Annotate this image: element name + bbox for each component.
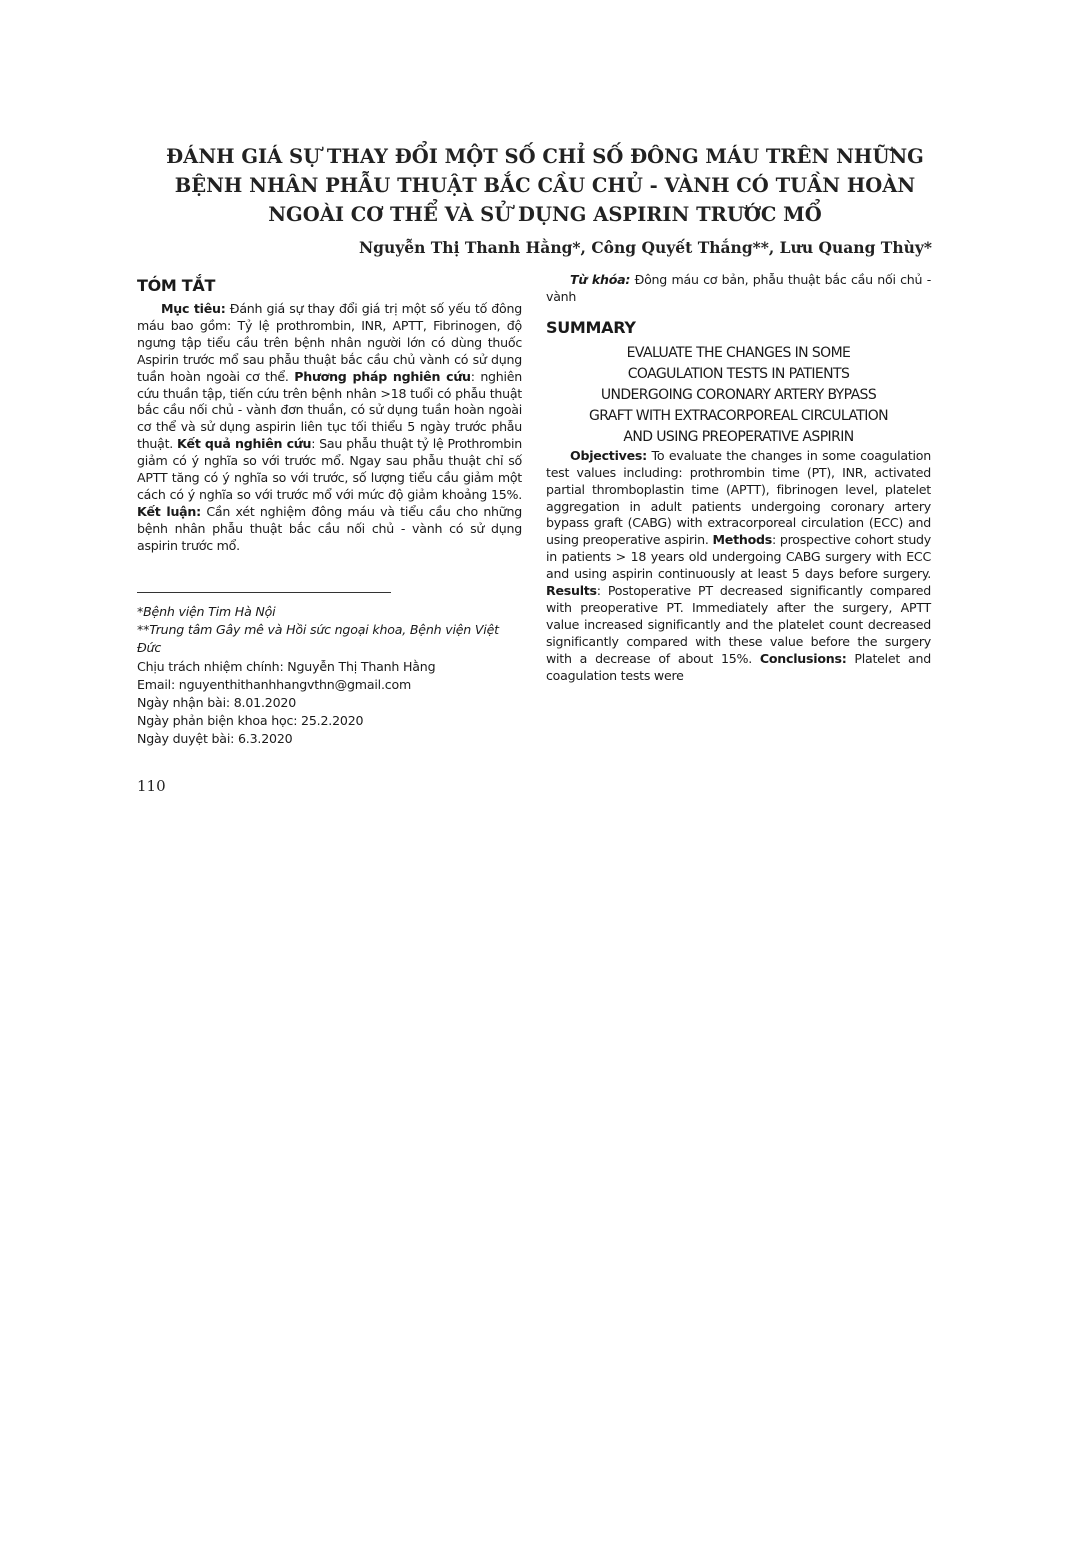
results-en-text: : Postoperative PT decreased significantly compared with preoperative PT. Immediately after the surgery, APTT value increased significantly and the platelet count decreased significantly compared with these value before the surgery with a decrease of about 15%. bbox=[546, 583, 931, 666]
title-line: ĐÁNH GIÁ SỰ THAY ĐỔI MỘT SỐ CHỈ SỐ ĐÔNG MÁU TRÊN NHỮNG bbox=[166, 145, 924, 168]
results-label: Kết quả nghiên cứu bbox=[177, 436, 312, 452]
objective-label: Mục tiêu: bbox=[161, 301, 226, 316]
english-title-line: EVALUATE THE CHANGES IN SOME bbox=[626, 344, 851, 361]
footnote-divider bbox=[137, 592, 391, 593]
conclusion-text: Cần xét nghiệm đông máu và tiểu cầu cho những bệnh nhân phẫu thuật bắc cầu nối chủ - vành có sử dụng aspirin trước mổ. bbox=[137, 503, 522, 553]
corresponding-author: Chịu trách nhiệm chính: Nguyễn Thị Thanh Hằng bbox=[137, 658, 436, 674]
objective-text: Đánh giá sự thay đổi giá trị một số yếu tố đông máu bao gồm: Tỷ lệ prothrombin, INR, APTT, Fibrinogen, độ ngưng tập tiểu cầu trên bệnh nhân người lớn có dùng thuốc Aspirin trước mổ sau phẫu thuật bắc cầu chủ vành có sử dụng tuần hoàn ngoài cơ thể. bbox=[137, 301, 522, 384]
abstract-vietnamese-column bbox=[137, 276, 522, 555]
keywords bbox=[546, 272, 931, 306]
objectives-label: Objectives: bbox=[570, 447, 647, 463]
summary-body bbox=[546, 448, 931, 685]
affiliation-2: **Trung tâm Gây mê và Hồi sức ngoại khoa, Bệnh viện Việt Đức bbox=[137, 622, 499, 656]
results-text: : Sau phẫu thuật tỷ lệ Prothrombin giảm có ý nghĩa so với trước mổ. Ngay sau phẫu thuật chỉ số APTT tăng có ý nghĩa so với trước, số lượng tiểu cầu giảm một cách có ý nghĩa so với trước mổ với mức độ giảm khoảng 15%. bbox=[137, 436, 522, 502]
conclusions-en-text: Platelet and coagulation tests were bbox=[546, 650, 931, 683]
abstract-heading: TÓM TẮT bbox=[137, 276, 216, 295]
footnotes bbox=[137, 603, 522, 749]
methods-en-text: : prospective cohort study in patients > 18 years old undergoing CABG surgery with ECC and using aspirin continuously at least 5 days before surgery. bbox=[546, 532, 931, 582]
english-title-line: GRAFT WITH EXTRACORPOREAL CIRCULATION bbox=[588, 407, 889, 424]
keywords-text: Đông máu cơ bản, phẫu thuật bắc cầu nối chủ - vành bbox=[546, 272, 931, 304]
title-line: BỆNH NHÂN PHẪU THUẬT BẮC CẦU CHỦ - VÀNH CÓ TUẦN HOÀN bbox=[174, 174, 916, 197]
summary-column bbox=[546, 272, 931, 685]
conclusions-en-label: Conclusions: bbox=[759, 650, 847, 666]
english-title bbox=[546, 343, 931, 448]
english-title-line: AND USING PREOPERATIVE ASPIRIN bbox=[623, 428, 854, 445]
paper-title bbox=[150, 142, 940, 229]
methods-en-label: Methods bbox=[712, 532, 772, 548]
keywords-label: Từ khóa: bbox=[570, 272, 631, 287]
email: Email: nguyenthithanhhangvthn@gmail.com bbox=[137, 676, 412, 692]
methods-text: : nghiên cứu thuần tập, tiến cứu trên bệnh nhân >18 tuổi có phẫu thuật bắc cầu nối chủ - vành đơn thuần, có sử dụng tuần hoàn ngoài cơ thể và sử dụng aspirin liên tục tối thiểu 5 ngày trước phẫu thuật. bbox=[137, 368, 523, 452]
abstract-body bbox=[137, 301, 522, 555]
date-received: Ngày nhận bài: 8.01.2020 bbox=[137, 695, 297, 711]
page-number: 110 bbox=[137, 777, 166, 795]
conclusion-label: Kết luận: bbox=[137, 503, 201, 519]
results-en-label: Results bbox=[546, 583, 597, 599]
methods-label: Phương pháp nghiên cứu bbox=[294, 368, 471, 384]
title-line: NGOÀI CƠ THỂ VÀ SỬ DỤNG ASPIRIN TRƯỚC MỔ bbox=[268, 203, 822, 226]
english-title-line: COAGULATION TESTS IN PATIENTS bbox=[627, 365, 850, 382]
author-list: Nguyễn Thị Thanh Hằng*, Công Quyết Thắng**, Lưu Quang Thùy* bbox=[358, 238, 932, 257]
objectives-text: To evaluate the changes in some coagulation test values including: prothrombin time (PT), INR, activated partial thromboplastin time (APTT), fibrinogen level, platelet aggregation in adult patients undergoing coronary artery bypass graft (CABG) with extracorporeal circulation (ECC) and using preoperative aspirin. bbox=[546, 447, 931, 548]
affiliation-1: *Bệnh viện Tim Hà Nội bbox=[137, 604, 276, 619]
english-title-line: UNDERGOING CORONARY ARTERY BYPASS bbox=[600, 386, 877, 403]
summary-heading: SUMMARY bbox=[546, 317, 636, 337]
date-accepted: Ngày duyệt bài: 6.3.2020 bbox=[137, 731, 293, 747]
date-reviewed: Ngày phản biện khoa học: 25.2.2020 bbox=[137, 713, 364, 729]
